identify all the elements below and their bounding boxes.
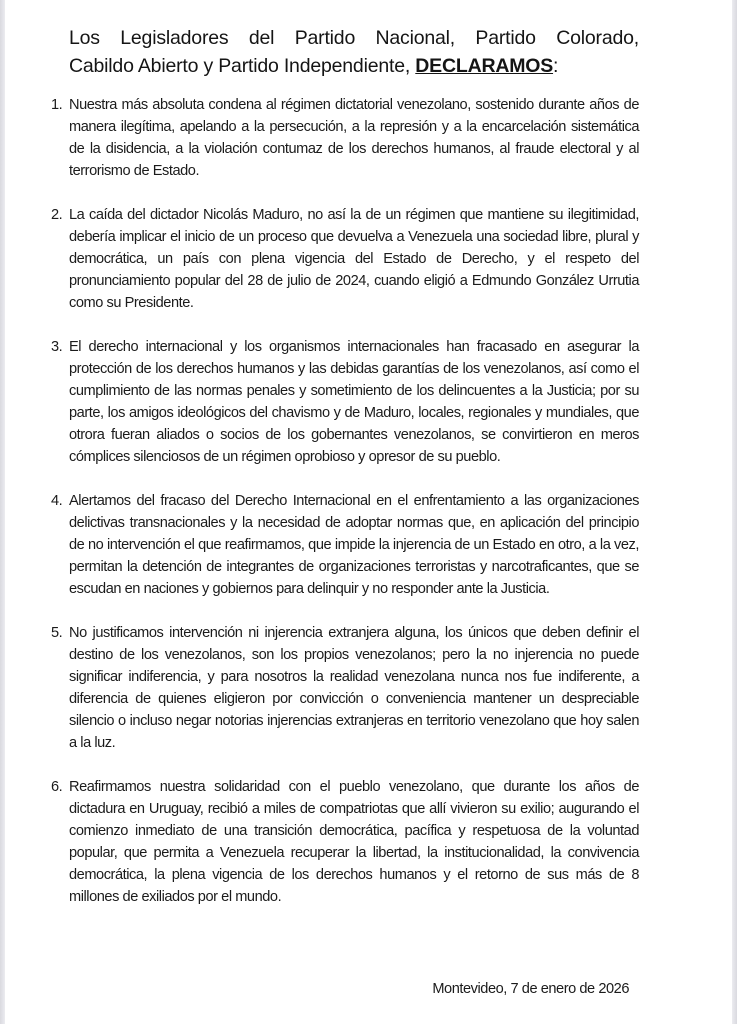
item-text: Reafirmamos nuestra solidaridad con el pueblo venezolano, que durante los años de dictadura en Uruguay, recibió a miles de compatriotas que allí vivieron su exilio; augurando el comienzo inmediato de una transición democrática, pacífica y respetuosa de la voluntad popular, que permita a Venezuela recuperar la libertad, la institucionalidad, la convivencia democrática, la plena vigencia de los derechos humanos y el retorno de sus más de 8 millones de exiliados por el mundo. xyxy=(69,779,639,905)
declaration-item-2 xyxy=(51,204,639,314)
item-number: 6. xyxy=(51,779,63,795)
place-and-date: Montevideo, 7 de enero de 2026 xyxy=(432,981,629,997)
declaration-item-5 xyxy=(51,622,639,754)
item-text: La caída del dictador Nicolás Maduro, no así la de un régimen que mantiene su ilegitimidad, debería implicar el inicio de un proceso que devuelva a Venezuela una sociedad libre, plural y democrática, un país con plena vigencia del Estado de Derecho, y el respeto del pronunciamiento popular del 28 de julio de 2024, cuando eligió a Edmundo González Urrutia como su Presidente. xyxy=(69,207,639,311)
page-edge-right xyxy=(732,0,737,1024)
heading-line-2-prefix: Cabildo Abierto y Partido Independiente, xyxy=(69,55,416,77)
declaration-item-4 xyxy=(51,490,639,600)
declaration-item-3 xyxy=(51,336,639,468)
item-number: 4. xyxy=(51,493,63,509)
item-number: 1. xyxy=(51,97,63,113)
declaration-heading xyxy=(69,24,639,80)
item-text: El derecho internacional y los organismos internacionales han fracasado en asegurar la protección de los derechos humanos y las debidas garantías de los venezolanos, así como el cumplimiento de las normas penales y sometimiento de los delincuentes a la Justicia; por su parte, los amigos ideológicos del chavismo y de Maduro, locales, regionales y mundiales, que otrora fueran aliados o socios de los gobernantes venezolanos, se convirtieron en meros cómplices silenciosos de un régimen oprobioso y opresor de su pueblo. xyxy=(69,339,639,465)
declaration-items-list xyxy=(51,94,639,930)
item-number: 5. xyxy=(51,625,63,641)
declaration-item-1 xyxy=(51,94,639,182)
item-text: Alertamos del fracaso del Derecho Internacional en el enfrentamiento a las organizaciones delictivas transnacionales y la necesidad de adoptar normas que, en aplicación del principio de no intervención el que reafirmamos, que impide la injerencia de un Estado en otro, a la vez, permitan la detención de integrantes de organizaciones terroristas y narcotraficantes, que se escudan en naciones y gobiernos para delinquir y no responder ante la Justicia. xyxy=(69,493,639,597)
item-number: 3. xyxy=(51,339,63,355)
item-text: No justificamos intervención ni injerencia extranjera alguna, los únicos que deben definir el destino de los venezolanos, son los propios venezolanos; pero la no injerencia no puede significar indiferencia, y para nosotros la realidad venezolana nunca nos fue indiferente, a diferencia de quienes eligieron por convicción o conveniencia mantener un despreciable silencio o incluso negar notorias injerencias extranjeras en territorio venezolano que hoy salen a la luz. xyxy=(69,625,639,751)
declaramos-keyword: DECLARAMOS xyxy=(415,55,554,77)
heading-line-2 xyxy=(69,52,639,80)
item-number: 2. xyxy=(51,207,63,223)
heading-line-1: Los Legisladores del Partido Nacional, Partido Colorado, xyxy=(69,27,639,49)
declaration-item-6 xyxy=(51,776,639,908)
document-page xyxy=(5,0,732,1024)
heading-colon: : xyxy=(553,55,559,77)
item-text: Nuestra más absoluta condena al régimen dictatorial venezolano, sostenido durante años de manera ilegítima, apelando a la persecución, a la represión y a la encarcelación sistemática de la disidencia, a la violación contumaz de los derechos humanos, al fraude electoral y al terrorismo de Estado. xyxy=(69,97,639,179)
